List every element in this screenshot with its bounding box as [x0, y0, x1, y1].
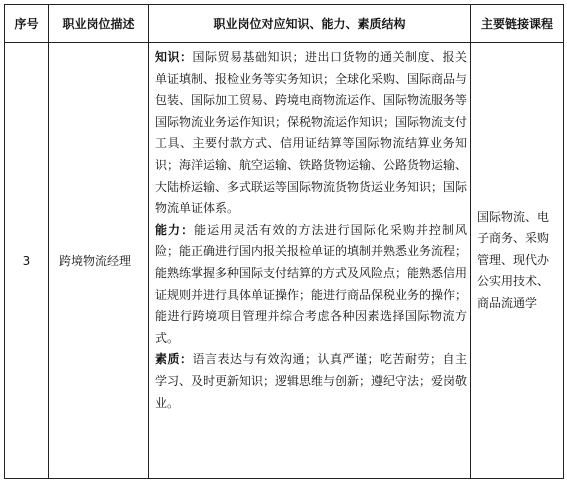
header-position-desc: 职业岗位描述	[49, 5, 149, 43]
header-row	[5, 5, 564, 43]
ability-label: 能力：	[155, 222, 195, 237]
knowledge-block	[155, 47, 467, 220]
header-courses: 主要链接课程	[471, 5, 564, 43]
header-index: 序号	[5, 5, 49, 43]
header-structure: 职业岗位对应知识、能力、素质结构	[149, 5, 471, 43]
table-row	[5, 43, 564, 479]
quality-text: 语言表达与有效沟通；认真严谨；吃苦耐劳；自主学习、及时更新知识；逻辑思维与创新；遵纪守法；爱岗敬业。	[155, 352, 468, 410]
row-position: 跨境物流经理	[49, 43, 149, 479]
quality-label: 素质：	[155, 352, 193, 367]
knowledge-text: 国际贸易基础知识；进出口货物的通关制度、报关单证填制、报检业务等实务知识；全球化采购、国际商品与包装、国际加工贸易、跨境电商物流运作、国际物流服务等国际物流业务运作知识；保税物流运作知识；国际物流支付工具、主要付款方式、信用证结算等国际物流结算业务知识；海洋运输、航空运输、铁路货物运输、公路货物运输、大陆桥运输、多式联运等国际物流货物货运业务知识；国际物流单证体系。	[155, 50, 468, 216]
job-structure-table	[4, 4, 564, 479]
knowledge-label: 知识：	[155, 50, 193, 64]
ability-block	[155, 220, 467, 350]
row-index: 3	[5, 43, 49, 479]
row-structure	[149, 43, 471, 479]
quality-block	[155, 349, 467, 414]
ability-text: 能运用灵活有效的方法进行国际化采购并控制风险；能正确进行国内报关报检单证的填制并熟悉业务流程；能熟练掌握多种国际支付结算的方式及风险点；能熟悉信用证规则并进行具体单证操作；能进行商品保税业务的操作；能进行跨境项目管理并综合考虑各种因素选择国际物流方式。	[155, 222, 468, 345]
row-courses: 国际物流、电子商务、采购管理、现代办公实用技术、商品流通学	[471, 43, 564, 479]
